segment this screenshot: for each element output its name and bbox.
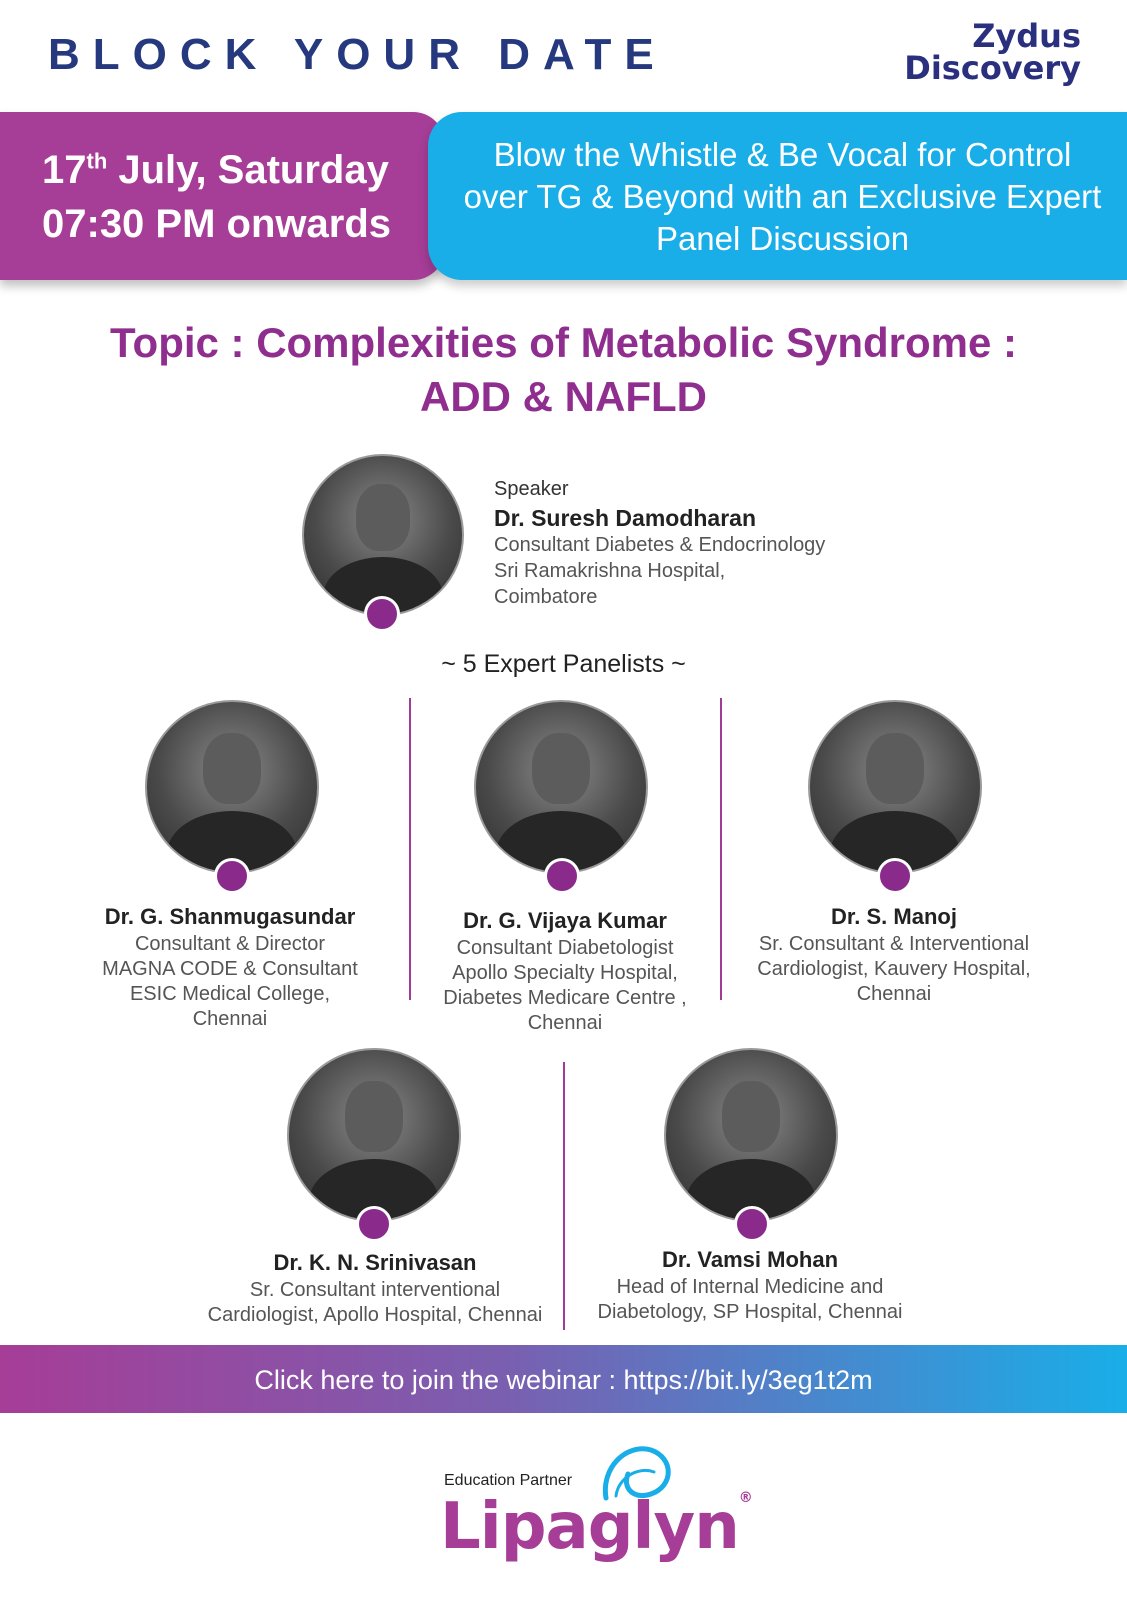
portrait-head xyxy=(722,1081,780,1152)
speaker-info-line: Coimbatore xyxy=(494,586,598,608)
education-partner-label: Education Partner xyxy=(444,1472,573,1489)
event-day: 17 xyxy=(42,148,87,192)
panelist-info-line: MAGNA CODE & Consultant xyxy=(102,958,358,980)
panelist-info-line: Apollo Specialty Hospital, xyxy=(452,962,678,984)
panelist-name: Dr. S. Manoj xyxy=(831,904,957,929)
panelist-info-line: Chennai xyxy=(527,1012,603,1034)
panelist-info xyxy=(200,1278,550,1328)
panelist-dot-icon xyxy=(544,858,580,894)
brand-line1: Zydus xyxy=(972,17,1081,55)
panelist-name: Dr. K. N. Srinivasan xyxy=(273,1250,477,1275)
panelist-info-line: Head of Internal Medicine and xyxy=(616,1276,884,1298)
panelist-dot-icon xyxy=(356,1206,392,1242)
speaker-photo xyxy=(302,454,464,616)
lipaglyn-logo-text: Lipaglyn xyxy=(440,1490,739,1564)
speaker-info-line: Consultant Diabetes & Endocrinology xyxy=(494,534,826,556)
divider-line xyxy=(720,698,722,1000)
panelist-name: Dr. G. Vijaya Kumar xyxy=(463,908,667,933)
event-title-box xyxy=(428,112,1127,280)
speaker-info xyxy=(494,532,825,610)
panelist-info-line: Chennai xyxy=(856,983,932,1005)
portrait-head xyxy=(866,733,924,804)
event-month-weekday: July, Saturday xyxy=(107,148,389,192)
event-title: Blow the Whistle & Be Vocal for Control over TG & Beyond with an Exclusive Expert Panel Discussion xyxy=(463,136,1102,257)
zydus-discovery-logo xyxy=(904,17,1081,87)
lipaglyn-logo xyxy=(440,1490,752,1564)
speaker-name: Dr. Suresh Damodharan xyxy=(494,505,757,531)
speaker-dot-icon xyxy=(364,596,400,632)
topic-heading xyxy=(80,316,1047,424)
event-date xyxy=(42,148,389,193)
panelist-photo xyxy=(287,1048,461,1222)
event-time: 07:30 PM onwards xyxy=(42,202,392,246)
panelist-photo xyxy=(145,700,319,874)
topic-line1: Topic : Complexities of Metabolic Syndrome : xyxy=(110,319,1017,366)
portrait-head xyxy=(356,484,410,550)
panelist-info-line: ESIC Medical College, xyxy=(129,983,331,1005)
topic-line2: ADD & NAFLD xyxy=(420,373,707,420)
panelist-info xyxy=(410,936,720,1036)
panelist-info-line: Consultant & Director xyxy=(134,933,326,955)
panelist-photo xyxy=(664,1048,838,1222)
panelist-name: Dr. Vamsi Mohan xyxy=(661,1247,839,1272)
panelist-name: Dr. G. Shanmugasundar xyxy=(104,904,356,929)
panelist-info xyxy=(585,1275,915,1325)
panelist-info-line: Chennai xyxy=(192,1008,268,1030)
speaker-info-line: Sri Ramakrishna Hospital, xyxy=(494,560,726,582)
panelists-heading: ~ 5 Expert Panelists ~ xyxy=(441,650,686,678)
join-webinar-link[interactable]: Click here to join the webinar : https://bit.ly/3eg1t2m xyxy=(254,1365,873,1395)
join-webinar-banner[interactable] xyxy=(0,1345,1127,1413)
registered-mark: ® xyxy=(738,1490,752,1506)
panelist-info-line: Diabetology, SP Hospital, Chennai xyxy=(597,1301,903,1323)
brand-line2: Discovery xyxy=(904,49,1081,87)
panelist-dot-icon xyxy=(734,1206,770,1242)
portrait-head xyxy=(203,733,261,804)
panelist-info xyxy=(80,932,380,1032)
portrait-head xyxy=(532,733,590,804)
block-your-date-title: BLOCK YOUR DATE xyxy=(48,30,667,79)
panelist-photo xyxy=(474,700,648,874)
panelist-info-line: Sr. Consultant & Interventional xyxy=(758,933,1030,955)
divider-line xyxy=(563,1062,565,1330)
panelist-info xyxy=(735,932,1053,1007)
panelist-photo xyxy=(808,700,982,874)
panelist-dot-icon xyxy=(877,858,913,894)
panelist-info-line: Consultant Diabetologist xyxy=(456,937,674,959)
event-date-box xyxy=(0,112,445,280)
panelist-dot-icon xyxy=(214,858,250,894)
panelist-info-line: Cardiologist, Kauvery Hospital, xyxy=(757,958,1031,980)
panelist-info-line: Cardiologist, Apollo Hospital, Chennai xyxy=(207,1304,543,1326)
panelist-info-line: Diabetes Medicare Centre , xyxy=(443,987,687,1009)
event-day-suffix: th xyxy=(86,148,108,174)
speaker-label: Speaker xyxy=(494,478,569,500)
portrait-head xyxy=(345,1081,403,1152)
panelist-info-line: Sr. Consultant interventional xyxy=(249,1279,501,1301)
